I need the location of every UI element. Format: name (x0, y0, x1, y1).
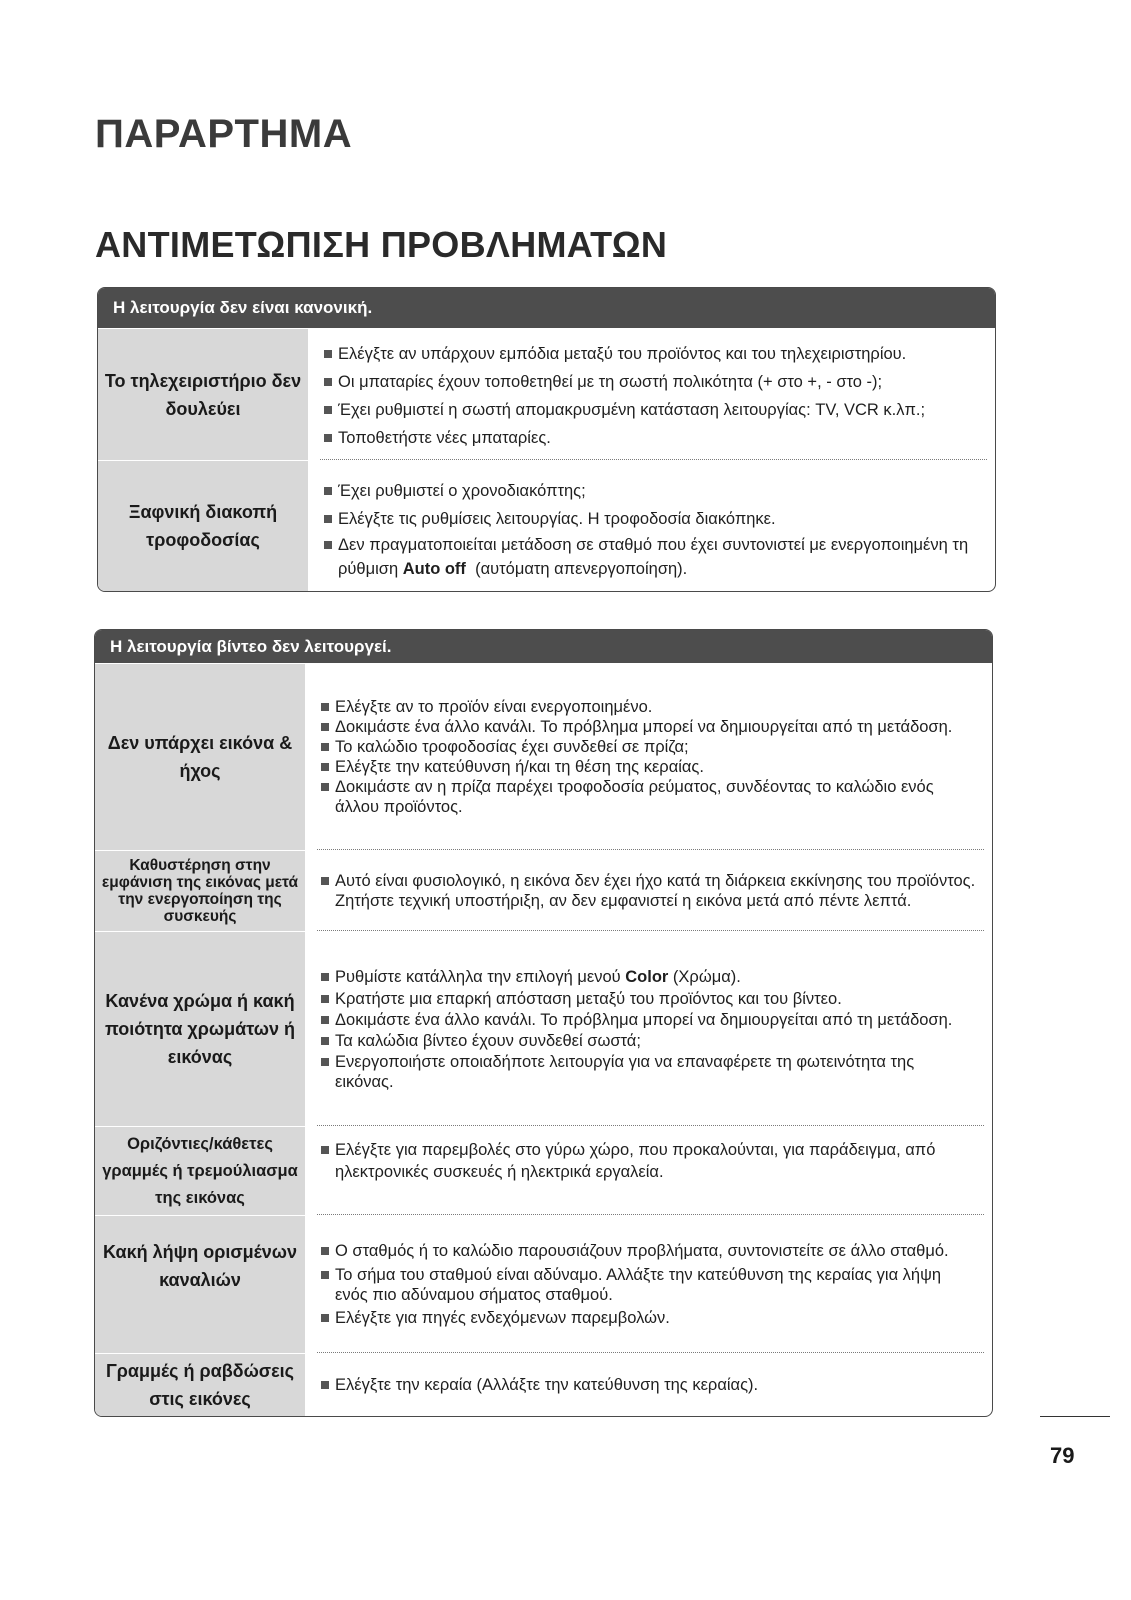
list-item: Ελέγξτε την κατεύθυνση ή/και τη θέση της κεραίας. (321, 757, 976, 777)
square-bullet-icon (321, 1037, 329, 1045)
page-title: ΠΑΡΑΡΤΗΜΑ (95, 112, 353, 156)
list-item: Δεν πραγματοποιείται μετάδοση σε σταθμό που έχει συντονιστεί με ενεργοποιημένη τη ρύθμιση Auto off (αυτόματη απενεργοποίηση). (324, 533, 979, 581)
list-item: Αυτό είναι φυσιολογικό, η εικόνα δεν έχει ήχο κατά τη διάρκεια εκκίνησης του προϊόντος. Ζητήστε τεχνική υποστήριξη, αν δεν εμφανιστεί η εικόνα μετά από πέντε λεπτά. (321, 871, 976, 911)
square-bullet-icon (324, 378, 332, 386)
list-item: Ελέγξτε για παρεμβολές στο γύρω χώρο, που προκαλούνται, για παράδειγμα, από ηλεκτρονικές συσκευές ή ηλεκτρικά εργαλεία. (321, 1139, 976, 1183)
page-number-rule (1040, 1416, 1110, 1417)
table-row (95, 1353, 992, 1416)
list-item: Δοκιμάστε αν η πρίζα παρέχει τροφοδοσία ρεύματος, συνδέοντας το καλώδιο ενός άλλου προϊόντος. (321, 777, 976, 817)
table-row (95, 1215, 992, 1353)
square-bullet-icon (321, 1146, 329, 1154)
table-row (98, 328, 995, 460)
page-number: 79 (1050, 1443, 1075, 1468)
square-bullet-icon (321, 1381, 329, 1389)
square-bullet-icon (321, 743, 329, 751)
square-bullet-icon (324, 487, 332, 495)
problem-label: Κακή λήψη ορισμένων καναλιών (95, 1216, 307, 1353)
table-row (95, 931, 992, 1126)
square-bullet-icon (321, 723, 329, 731)
problem-label: Δεν υπάρχει εικόνα & ήχος (95, 664, 307, 850)
solution-list (307, 1127, 992, 1215)
problem-label: Οριζόντιες/κάθετες γραμμές ή τρεμούλιασμα της εικόνας (95, 1127, 307, 1215)
problem-label: Γραμμές ή ραβδώσεις στις εικόνες (95, 1354, 307, 1416)
list-item: Το σήμα του σταθμού είναι αδύναμο. Αλλάξτε την κατεύθυνση της κεραίας για λήψη ενός πιο αδύναμου σήματος σταθμού. (321, 1265, 976, 1305)
list-item: Κρατήστε μια επαρκή απόσταση μεταξύ του προϊόντος και του βίντεο. (321, 988, 976, 1010)
table-row (95, 850, 992, 931)
square-bullet-icon (324, 350, 332, 358)
table-heading: Η λειτουργία βίντεο δεν λειτουργεί. (95, 630, 992, 663)
square-bullet-icon (321, 1314, 329, 1322)
list-item: Ο σταθμός ή το καλώδιο παρουσιάζουν προβλήματα, συντονιστείτε σε άλλο σταθμό. (321, 1241, 976, 1261)
list-item: Έχει ρυθμιστεί ο χρονοδιακόπτης; (324, 477, 979, 505)
square-bullet-icon (321, 783, 329, 791)
list-item: Ελέγξτε για πηγές ενδεχόμενων παρεμβολών. (321, 1307, 976, 1329)
list-item: Ελέγξτε αν υπάρχουν εμπόδια μεταξύ του προϊόντος και του τηλεχειριστηρίου. (324, 340, 979, 368)
list-item: Τοποθετήστε νέες μπαταρίες. (324, 424, 979, 452)
solution-list (307, 1354, 992, 1416)
square-bullet-icon (321, 1058, 329, 1066)
square-bullet-icon (321, 1247, 329, 1255)
list-item: Οι μπαταρίες έχουν τοποθετηθεί με τη σωστή πολικότητα (+ στο +, - στο -); (324, 368, 979, 396)
table-row (95, 1126, 992, 1215)
list-item: Δοκιμάστε ένα άλλο κανάλι. Το πρόβλημα μπορεί να δημιουργείται από τη μετάδοση. (321, 717, 976, 737)
solution-list (310, 329, 995, 460)
list-item: Ελέγξτε αν το προϊόν είναι ενεργοποιημένο. (321, 697, 976, 717)
list-item: Το καλώδιο τροφοδοσίας έχει συνδεθεί σε πρίζα; (321, 737, 976, 757)
list-item: Ρυθμίστε κατάλληλα την επιλογή μενού Color (Χρώμα). (321, 966, 976, 988)
problem-label: Καθυστέρηση στην εμφάνιση της εικόνας μετά την ενεργοποίηση της συσκευής (95, 851, 307, 931)
solution-list (307, 1216, 992, 1353)
list-item: Δοκιμάστε ένα άλλο κανάλι. Το πρόβλημα μπορεί να δημιουργείται από τη μετάδοση. (321, 1010, 976, 1030)
square-bullet-icon (321, 763, 329, 771)
square-bullet-icon (321, 995, 329, 1003)
table-heading: Η λειτουργία δεν είναι κανονική. (98, 288, 995, 328)
solution-list (307, 664, 992, 850)
solution-list (310, 461, 995, 591)
solution-list (307, 851, 992, 931)
troubleshooting-table-operation (97, 287, 996, 592)
table-row (95, 663, 992, 850)
problem-label: Το τηλεχειριστήριο δεν δουλεύει (98, 329, 310, 460)
table-row (98, 460, 995, 591)
solution-list (307, 932, 992, 1126)
list-item: Ελέγξτε τις ρυθμίσεις λειτουργίας. Η τροφοδοσία διακόπηκε. (324, 505, 979, 533)
problem-label: Κανένα χρώμα ή κακή ποιότητα χρωμάτων ή εικόνας (95, 932, 307, 1126)
problem-label: Ξαφνική διακοπή τροφοδοσίας (98, 461, 310, 591)
square-bullet-icon (321, 877, 329, 885)
section-title: ΑΝΤΙΜΕΤΩΠΙΣΗ ΠΡΟΒΛΗΜΑΤΩΝ (95, 224, 668, 265)
list-item: Έχει ρυθμιστεί η σωστή απομακρυσμένη κατάσταση λειτουργίας: TV, VCR κ.λπ.; (324, 396, 979, 424)
square-bullet-icon (321, 1271, 329, 1279)
list-item: Ενεργοποιήστε οποιαδήποτε λειτουργία για να επαναφέρετε τη φωτεινότητα της εικόνας. (321, 1052, 976, 1092)
square-bullet-icon (324, 434, 332, 442)
square-bullet-icon (324, 515, 332, 523)
square-bullet-icon (321, 973, 329, 981)
square-bullet-icon (321, 1016, 329, 1024)
square-bullet-icon (324, 541, 332, 549)
list-item: Τα καλώδια βίντεο έχουν συνδεθεί σωστά; (321, 1030, 976, 1052)
square-bullet-icon (324, 406, 332, 414)
square-bullet-icon (321, 703, 329, 711)
troubleshooting-table-video (94, 629, 993, 1417)
list-item: Ελέγξτε την κεραία (Αλλάξτε την κατεύθυνση της κεραίας). (321, 1374, 976, 1396)
